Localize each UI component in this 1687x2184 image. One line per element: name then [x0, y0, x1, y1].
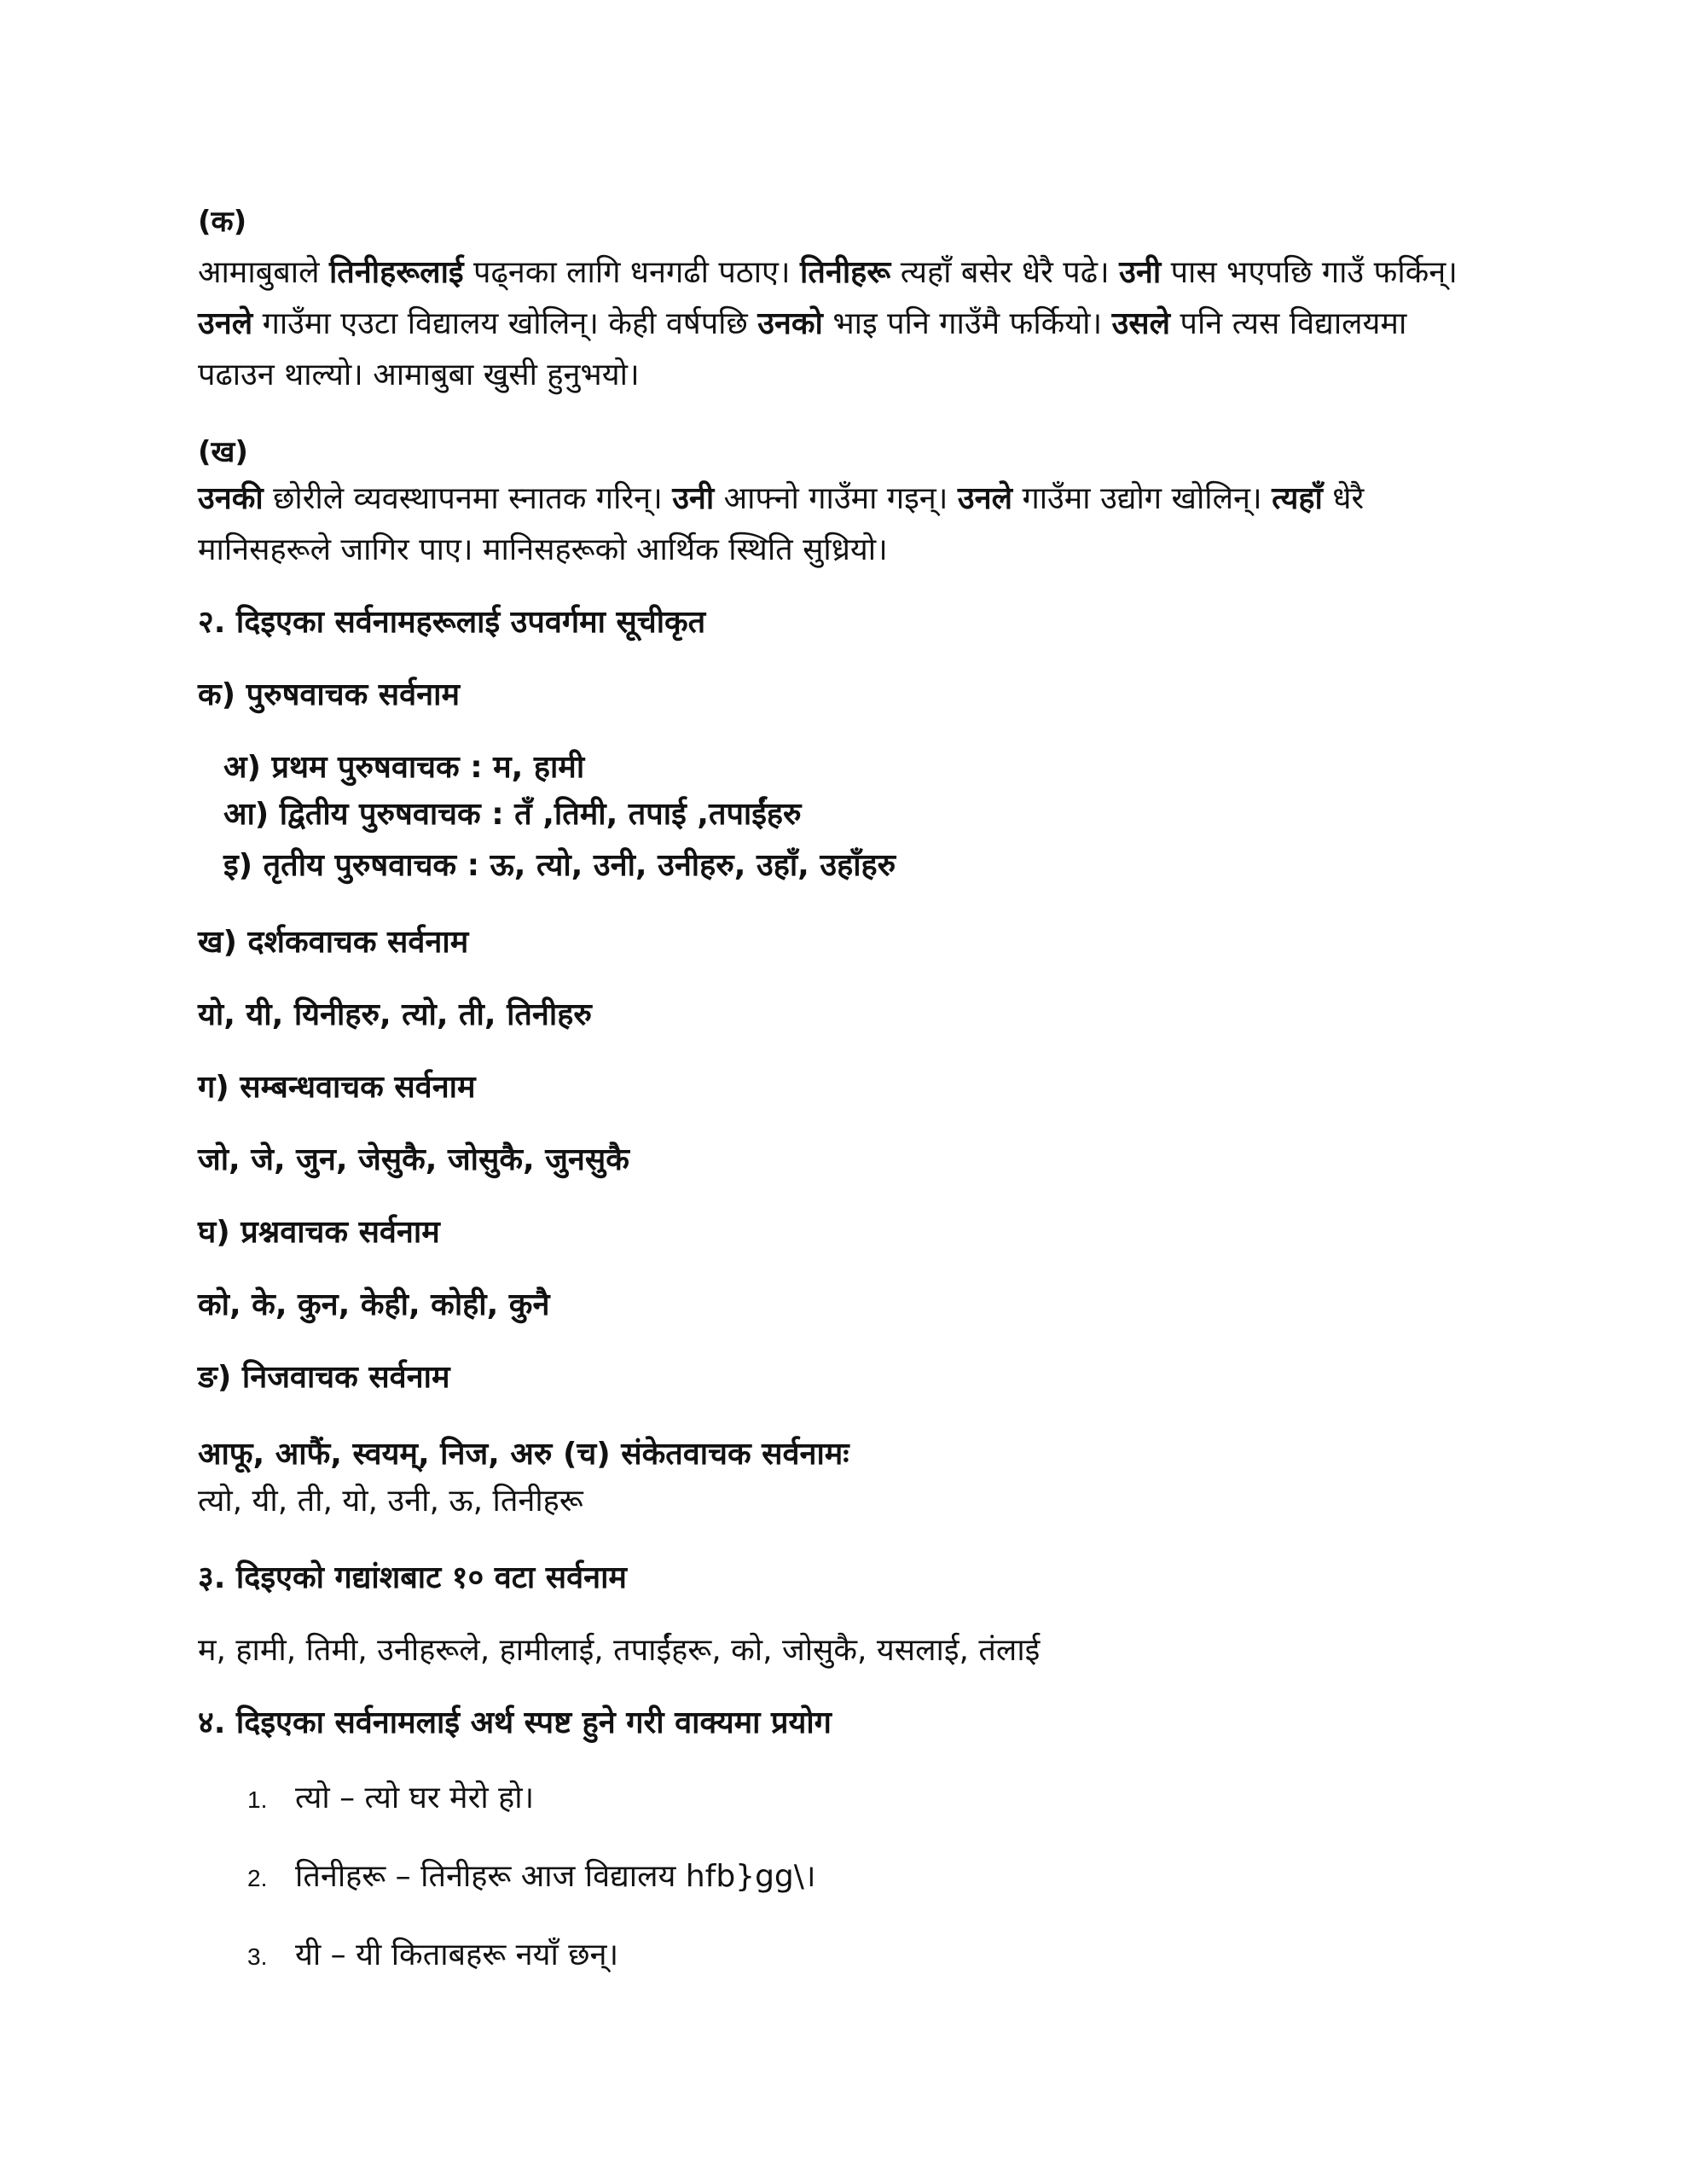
q2-nga-items: आफू, आफैं, स्वयम्, निज, अरु (च) संकेतवाचक सर्वनामः — [198, 1437, 849, 1472]
text-segment: भाइ पनि गाउँमै फर्कियो। — [822, 306, 1112, 341]
bold-pronoun: तिनीहरूलाई — [328, 255, 464, 290]
text-segment: धेरै मानिसहरूले जागिर पाए। मानिसहरूको आर्थिक स्थिति सुध्रियो। — [198, 481, 1365, 567]
bold-pronoun: उनकी — [198, 481, 264, 516]
text-segment: छोरीले व्यवस्थापनमा स्नातक गरिन्। — [263, 481, 673, 516]
text-segment: पढ्नका लागि धनगढी पठाए। — [463, 255, 801, 290]
q2-ka-sub2: आ) द्वितीय पुरुषवाचक : तँ ,तिमी, तपाई ,तपाईंहरु — [223, 797, 802, 832]
section-ka-label: (क) — [198, 205, 247, 239]
list-item — [247, 1773, 534, 1826]
list-text: त्यो – त्यो घर मेरो हो। — [295, 1780, 535, 1815]
q2-cha-items: त्यो, यी, ती, यो, उनी, ऊ, तिनीहरू — [198, 1484, 583, 1519]
q2-heading: २. दिइएका सर्वनामहरूलाई उपवर्गमा सूचीकृत — [198, 605, 706, 640]
list-number: 3. — [247, 1943, 268, 1970]
q2-gha-heading: घ) प्रश्नवाचक सर्वनाम — [198, 1215, 440, 1250]
section-kha-paragraph — [198, 473, 1474, 576]
q2-gha-items: को, के, कुन, केही, कोही, कुनै — [198, 1287, 550, 1322]
text-segment: पनि त्यस विद्यालयमा पढाउन थाल्यो। आमाबुबा खुसी हुनुभयो। — [198, 306, 1407, 392]
list-number: 2. — [247, 1865, 268, 1891]
text-segment: गाउँमा उद्योग खोलिन्। — [1012, 481, 1272, 516]
bold-pronoun: उनको — [757, 306, 823, 341]
bold-pronoun: त्यहाँ — [1272, 481, 1323, 516]
text-segment: आमाबुबाले — [198, 255, 329, 290]
bold-pronoun: उनले — [957, 481, 1013, 516]
section-kha-label: (ख) — [198, 435, 248, 469]
text-segment: त्यहाँ बसेर धेरै पढे। — [890, 255, 1120, 290]
bold-pronoun: उनी — [1119, 255, 1162, 290]
q2-nga-heading: ङ) निजवाचक सर्वनाम — [198, 1360, 450, 1395]
bold-pronoun: उनले — [198, 306, 253, 341]
q2-ga-items: जो, जे, जुन, जेसुकै, जोसुकै, जुनसुकै — [198, 1142, 629, 1177]
q2-kha-items: यो, यी, यिनीहरु, त्यो, ती, तिनीहरु — [198, 997, 592, 1032]
list-number: 1. — [247, 1786, 268, 1813]
list-text: तिनीहरू – तिनीहरू आज विद्यालय hfb}gg\। — [295, 1859, 816, 1894]
list-item — [247, 1930, 618, 1983]
text-segment: गाउँमा एउटा विद्यालय खोलिन्। केही वर्षपछि — [252, 306, 758, 341]
text-segment: आफ्नो गाउँमा गइन्। — [714, 481, 958, 516]
q4-heading: ४. दिइएका सर्वनामलाई अर्थ स्पष्ट हुने गरी वाक्यमा प्रयोग — [198, 1705, 832, 1740]
section-ka-paragraph — [198, 247, 1474, 401]
q3-heading: ३. दिइएको गद्यांशबाट १० वटा सर्वनाम — [198, 1560, 627, 1595]
q2-ga-heading: ग) सम्बन्धवाचक सर्वनाम — [198, 1070, 476, 1105]
list-text: यी – यी किताबहरू नयाँ छन्। — [295, 1937, 619, 1972]
q2-ka-heading: क) पुरुषवाचक सर्वनाम — [198, 677, 460, 712]
q2-ka-sub1: अ) प्रथम पुरुषवाचक : म, हामी — [223, 750, 585, 785]
q3-items: म, हामी, तिमी, उनीहरूले, हामीलाई, तपाईंहरू, को, जोसुकै, यसलाई, तंलाई — [198, 1633, 1041, 1668]
bold-pronoun: उसले — [1111, 306, 1171, 341]
bold-pronoun: तिनीहरू — [800, 255, 891, 290]
q2-kha-heading: ख) दर्शकवाचक सर्वनाम — [198, 925, 469, 960]
text-segment: पास भएपछि गाउँ फर्किन्। — [1161, 255, 1458, 290]
bold-pronoun: उनी — [672, 481, 715, 516]
list-item — [247, 1851, 816, 1904]
q2-ka-sub3: इ) तृतीय पुरुषवाचक : ऊ, त्यो, उनी, उनीहरु, उहाँ, उहाँहरु — [223, 848, 896, 883]
